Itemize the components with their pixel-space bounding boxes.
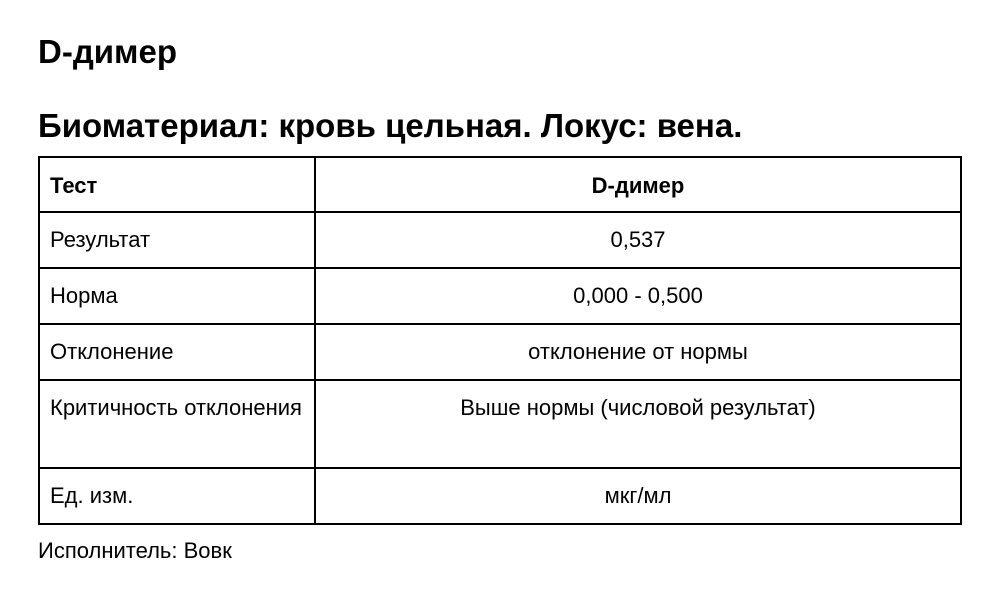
row-label: Норма xyxy=(39,268,315,324)
table-row-norm xyxy=(39,268,961,324)
performer-note: Исполнитель: Вовк xyxy=(38,538,232,563)
results-table xyxy=(38,156,962,525)
table-header-row xyxy=(39,157,961,212)
biomaterial-heading: Биоматериал: кровь цельная. Локус: вена. xyxy=(38,107,743,144)
row-label: Результат xyxy=(39,212,315,268)
header-label-cell: Тест xyxy=(39,157,315,212)
row-label: Критичность отклонения xyxy=(39,380,315,468)
row-value: 0,000 - 0,500 xyxy=(315,268,961,324)
row-value: мкг/мл xyxy=(315,468,961,524)
table-row-deviation xyxy=(39,324,961,380)
row-value: Выше нормы (числовой результат) xyxy=(315,380,961,468)
table-row-result xyxy=(39,212,961,268)
page-title: D-димер xyxy=(38,33,177,70)
table-row-criticality xyxy=(39,380,961,468)
row-label: Отклонение xyxy=(39,324,315,380)
row-label: Ед. изм. xyxy=(39,468,315,524)
row-value: 0,537 xyxy=(315,212,961,268)
table-row-units xyxy=(39,468,961,524)
header-value-cell: D-димер xyxy=(315,157,961,212)
row-value: отклонение от нормы xyxy=(315,324,961,380)
